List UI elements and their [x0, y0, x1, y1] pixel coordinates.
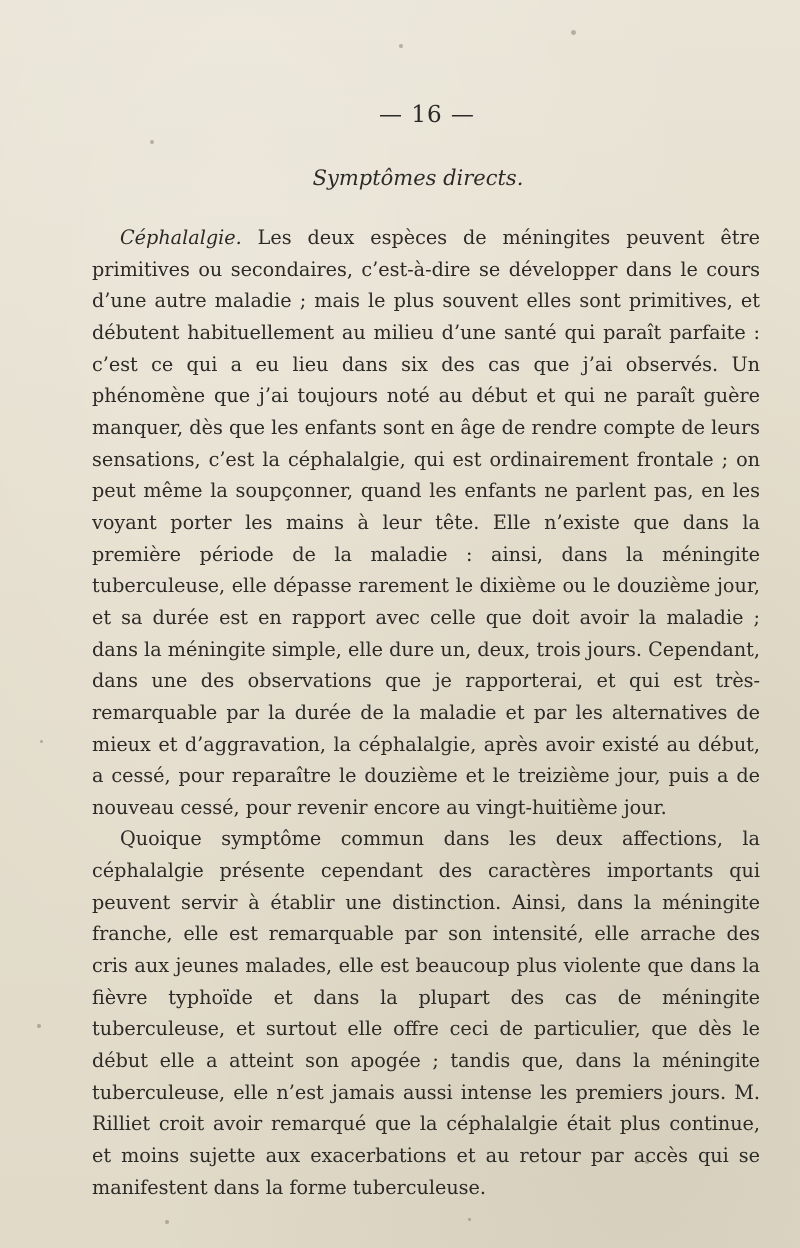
ink-speck [40, 740, 43, 743]
ink-speck [571, 30, 576, 35]
paragraph-cephalalgie [92, 222, 760, 823]
run-in-heading: Céphalalgie. [120, 226, 242, 249]
section-heading: Symptômes directs. [312, 166, 524, 190]
ink-speck [468, 1218, 471, 1221]
ink-speck [399, 44, 403, 48]
paragraph-text: Les deux espèces de méningites peuvent être primitives ou secondaires, c’est-à-dire se développer dans le cours d’une autre maladie ; mais le plus souvent elles sont primitives, et débutent habituellement au milieu d’une santé qui paraît parfaite : c’est ce qui a eu lieu dans six des cas que j’ai observés. Un phénomène que j’ai toujours noté au début et qui ne paraît guère manquer, dès que les enfants sont en âge de rendre compte de leurs sensations, c’est la céphalalgie, qui est ordinairement frontale ; on peut même la soupçonner, quand les enfants ne parlent pas, en les voyant porter les mains à leur tête. Elle n’existe que dans la première période de la maladie : ainsi, dans la méningite tuberculeuse, elle dépasse rarement le dixième ou le douzième jour, et sa durée est en rapport avec celle que doit avoir la maladie ; dans la méningite simple, elle dure un, deux, trois jours. Cependant, dans une des observations que je rapporterai, et qui est très-remarquable par la durée de la maladie et par les alternatives de mieux et d’aggravation, la céphalalgie, après avoir existé au début, a cessé, pour reparaître le douzième et le treizième jour, puis a de nouveau cessé, pour revenir encore au vingt-huitième jour. [92, 226, 760, 819]
ink-speck [37, 1024, 41, 1028]
paragraph-text: Quoique symptôme commun dans les deux affections, la céphalalgie présente cependant des caractères importants qui peuvent servir à établir une distinction. Ainsi, dans la méningite franche, elle est remarquable par son intensité, elle arrache des cris aux jeunes malades, elle est beaucoup plus violente que dans la fièvre typhoïde et dans la plupart des cas de méningite tuberculeuse, et surtout elle offre ceci de particulier, que dès le début elle a atteint son apogée ; tandis que, dans la méningite tuberculeuse, elle n’est jamais aussi intense les premiers jours. M. Rilliet croit avoir remarqué que la céphalalgie était plus continue, et moins sujette aux exacerbations et au retour par accès qui se manifestent dans la forme tuberculeuse. [92, 827, 760, 1199]
body-text [92, 222, 760, 1203]
ink-speck [165, 1220, 169, 1224]
paragraph-distinction [92, 823, 760, 1203]
ink-speck [150, 140, 154, 144]
page-number: — 16 — [379, 102, 475, 128]
